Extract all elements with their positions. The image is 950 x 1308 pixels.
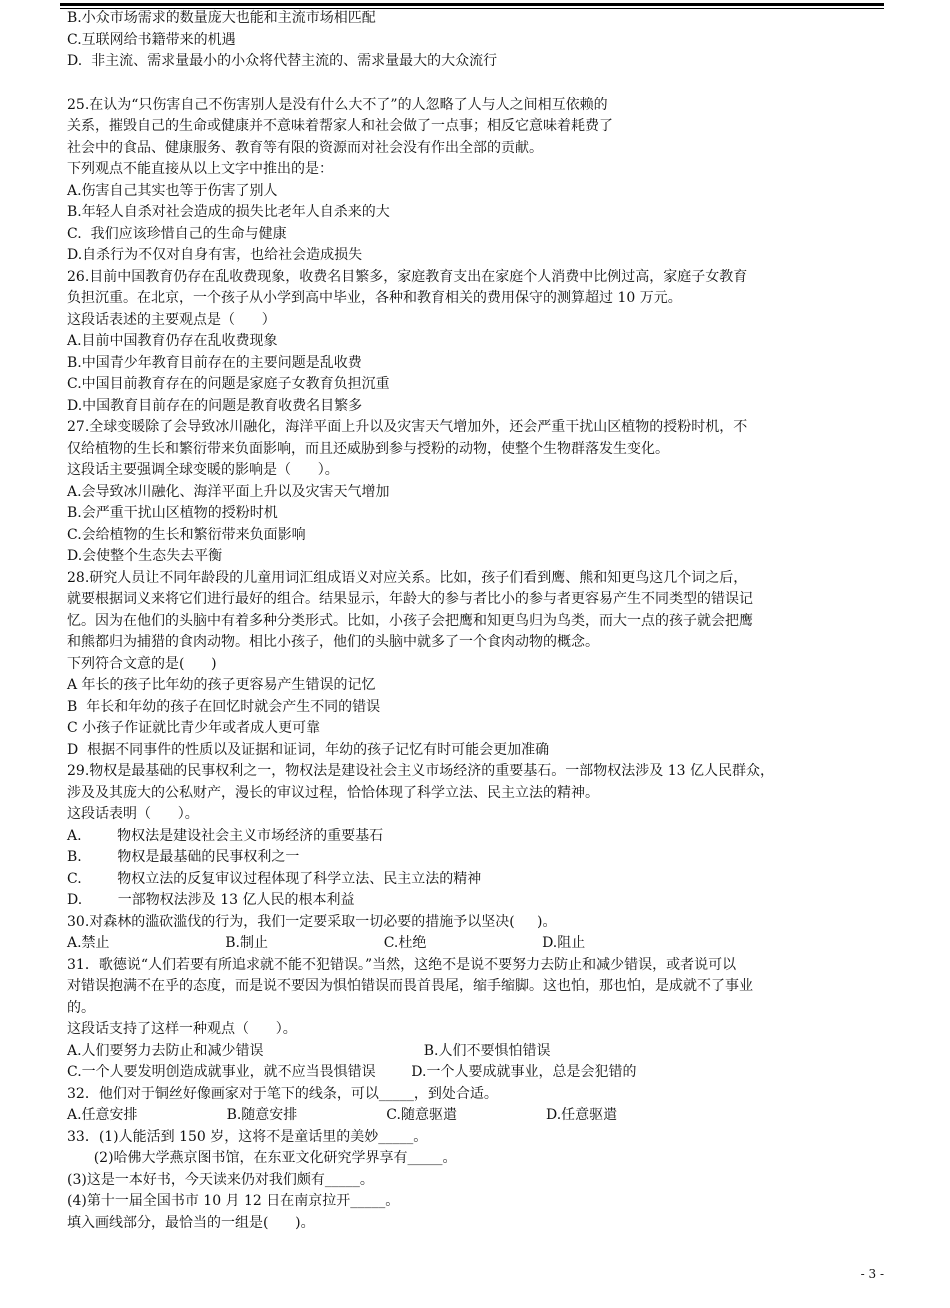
text-line: 29.物权是最基础的民事权利之一，物权法是建设社会主义市场经济的重要基石。一部物权法涉及 13 亿人民群众， <box>67 763 774 779</box>
text-line: A.人们要努力去防止和减少错误 B.人们不要惧怕错误 <box>67 1042 551 1059</box>
text-line: A.目前中国教育仍存在乱收费现象 <box>67 333 278 349</box>
text-line: 忆。因为在他们的头脑中有着多种分类形式。比如，小孩子会把鹰和知更鸟归为鸟类，而大一点的孩子就会把鹰 <box>67 612 753 629</box>
document-body <box>67 8 889 1234</box>
text-line: (2)哈佛大学燕京图书馆，在东亚文化研究学界享有_____。 <box>67 1150 457 1166</box>
text-line: C.中国目前教育存在的问题是家庭子女教育负担沉重 <box>67 376 390 392</box>
text-line: B.小众市场需求的数量庞大也能和主流市场相匹配 <box>67 10 376 26</box>
text-line: A 年长的孩子比年幼的孩子更容易产生错误的记忆 <box>67 677 376 693</box>
text-line: D. 非主流、需求量最小的小众将代替主流的、需求量最大的大众流行 <box>67 53 498 69</box>
text-line: 仅给植物的生长和繁衍带来负面影响，而且还威胁到参与授粉的动物，使整个生物群落发生变化。 <box>67 440 669 457</box>
text-line: 这段话主要强调全球变暖的影响是（ ）。 <box>67 462 339 478</box>
text-line: (4)第十一届全国书市 10 月 12 日在南京拉开_____。 <box>67 1193 400 1209</box>
text-line: B.年轻人自杀对社会造成的损失比老年人自杀来的大 <box>67 204 390 220</box>
text-line: 这段话表明（ ）。 <box>67 806 199 822</box>
text-line: 和熊都归为捕猎的食肉动物。相比小孩子，他们的头脑中就多了一个食肉动物的概念。 <box>67 634 599 650</box>
text-line: 26.目前中国教育仍存在乱收费现象，收费名目繁多，家庭教育支出在家庭个人消费中比例过高，家庭子女教育 <box>67 268 748 285</box>
text-line: (3)这是一本好书，今天读来仍对我们颇有_____。 <box>67 1171 374 1188</box>
text-line: D.中国教育目前存在的问题是教育收费名目繁多 <box>67 397 363 414</box>
text-line: C. 物权立法的反复审议过程体现了科学立法、民主立法的精神 <box>67 870 482 887</box>
text-line: 社会中的食品、健康服务、教育等有限的资源而对社会没有作出全部的贡献。 <box>67 139 543 156</box>
text-line: D.自杀行为不仅对自身有害，也给社会造成损失 <box>67 247 363 263</box>
text-line: 就要根据词义来将它们进行最好的组合。结果显示，年龄大的参与者比小的参与者更容易产生不同类型的错误记 <box>67 591 753 607</box>
text-line: 27.全球变暖除了会导致冰川融化，海洋平面上升以及灾害天气增加外，还会严重干扰山区植物的授粉时机，不 <box>67 419 748 435</box>
text-line: 31．歌德说“人们若要有所追求就不能不犯错误。”当然，这绝不是说不要努力去防止和减少错误，或者说可以 <box>67 956 737 973</box>
text-line: A.禁止 B.制止 C.杜绝 D.阻止 <box>67 935 586 951</box>
text-line: D.会使整个生态失去平衡 <box>67 548 223 564</box>
text-line: C.一个人要发明创造成就事业，就不应当畏惧错误 D.一个人要成就事业，总是会犯错的 <box>67 1064 637 1080</box>
text-line: A.会导致冰川融化、海洋平面上升以及灾害天气增加 <box>67 483 390 500</box>
text-line: A.伤害自己其实也等于伤害了别人 <box>67 182 278 199</box>
text-line: 33．(1)人能活到 150 岁，这将不是童话里的美妙_____。 <box>67 1128 428 1145</box>
text-line: 32．他们对于铜丝好像画家对于笔下的线条，可以_____，到处合适。 <box>67 1085 498 1102</box>
text-line: C.互联网给书籍带来的机遇 <box>67 31 236 48</box>
text-line: 下列观点不能直接从以上文字中推出的是： <box>67 161 333 177</box>
text-line: C. 我们应该珍惜自己的生命与健康 <box>67 225 287 242</box>
text-line: A.任意安排 B.随意安排 C.随意驱遣 D.任意驱遣 <box>67 1107 618 1123</box>
text-line: D 根据不同事件的性质以及证据和证词，年幼的孩子记忆有时可能会更加准确 <box>67 741 550 758</box>
blank-line <box>67 73 889 95</box>
text-line: 负担沉重。在北京，一个孩子从小学到高中毕业，各种和教育相关的费用保守的测算超过 10 万元。 <box>67 290 682 306</box>
text-line: 下列符合文意的是( ) <box>67 655 217 672</box>
text-line: B 年长和年幼的孩子在回忆时就会产生不同的错误 <box>67 698 381 715</box>
text-line: B. 物权是最基础的民事权利之一 <box>67 849 300 865</box>
text-line: 28.研究人员让不同年龄段的儿童用词汇组成语义对应关系。比如，孩子们看到鹰、熊和知更鸟这几个词之后， <box>67 569 748 586</box>
text-line: C.会给植物的生长和繁衍带来负面影响 <box>67 526 306 543</box>
text-line: B.中国青少年教育目前存在的主要问题是乱收费 <box>67 354 362 371</box>
text-line: C 小孩子作证就比青少年或者成人更可靠 <box>67 720 321 736</box>
header-rule-thick <box>60 3 884 6</box>
text-line: 这段话支持了这样一种观点（ ）。 <box>67 1021 297 1037</box>
page-number: - 3 - <box>860 1267 884 1281</box>
text-line: 填入画线部分，最恰当的一组是( )。 <box>67 1214 315 1231</box>
text-line: 对错误抱满不在乎的态度，而是说不要因为惧怕错误而畏首畏尾，缩手缩脚。这也怕，那也怕，是成就不了事业 <box>67 978 753 994</box>
text-line: 的。 <box>67 999 95 1016</box>
text-line: A. 物权法是建设社会主义市场经济的重要基石 <box>67 827 384 844</box>
text-line: 30.对森林的滥砍滥伐的行为，我们一定要采取一切必要的措施予以坚决( )。 <box>67 913 557 930</box>
text-line: 这段话表述的主要观点是（ ） <box>67 311 276 328</box>
text-line: B.会严重干扰山区植物的授粉时机 <box>67 505 278 521</box>
text-line: 关系，摧毁自己的生命或健康并不意味着帮家人和社会做了一点事；相反它意味着耗费了 <box>67 118 613 134</box>
text-line: 25.在认为“只伤害自己不伤害别人是没有什么大不了”的人忽略了人与人之间相互依赖的 <box>67 96 608 113</box>
text-line: 涉及及其庞大的公私财产，漫长的审议过程，恰恰体现了科学立法、民主立法的精神。 <box>67 784 599 801</box>
text-line: D. 一部物权法涉及 13 亿人民的根本利益 <box>67 892 355 908</box>
